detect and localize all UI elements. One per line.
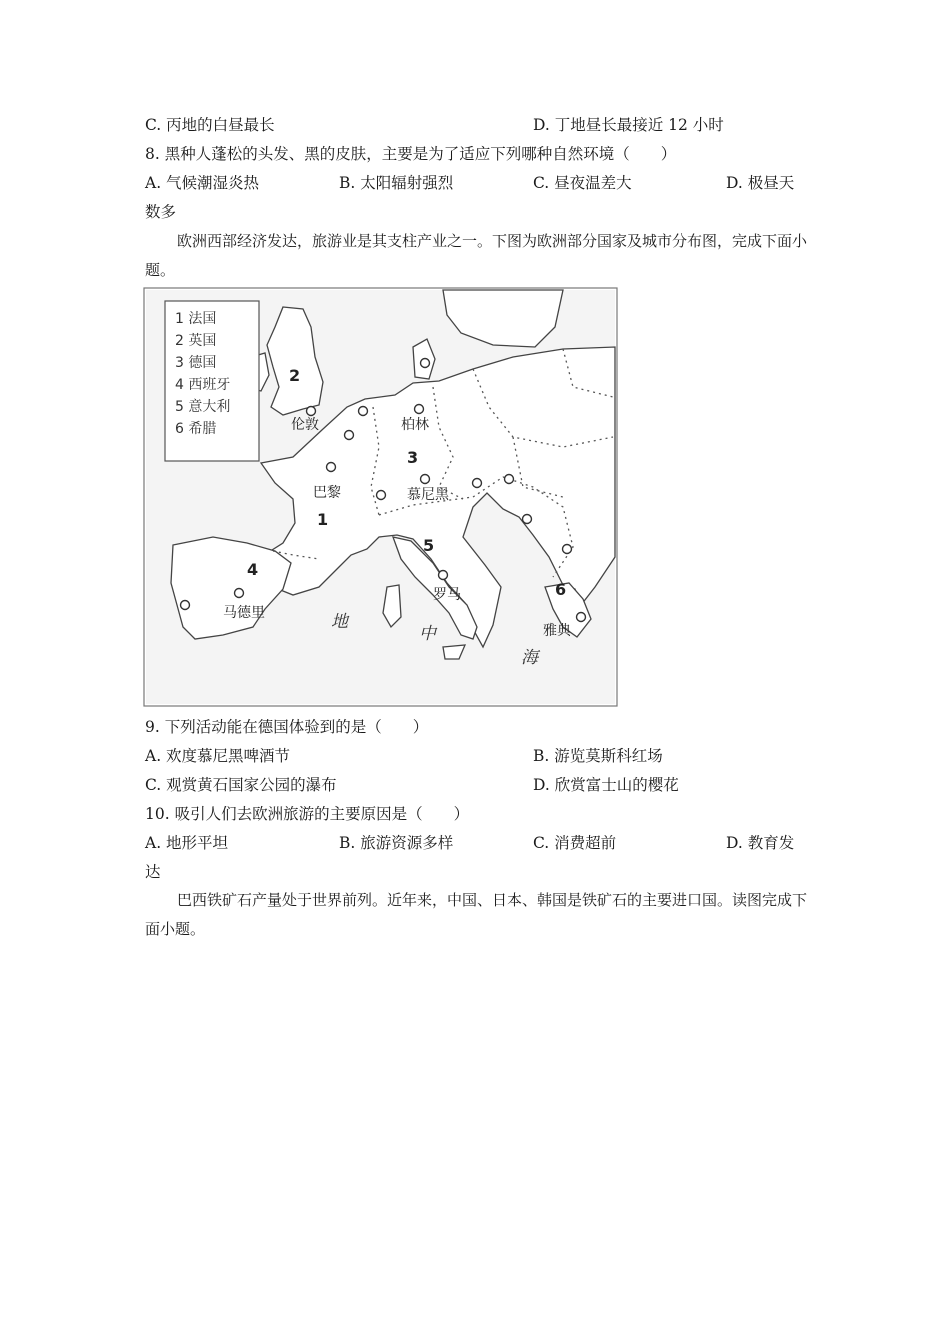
- q7-option-d: D. 丁地昼长最接近 12 小时: [533, 116, 724, 134]
- country-number-france: 1: [317, 510, 329, 529]
- country-number-greece: 6: [555, 580, 567, 599]
- city-marker-3: [473, 479, 482, 488]
- city-marker-madrid: [235, 589, 244, 598]
- city-label-madrid: 马德里: [223, 605, 265, 621]
- city-marker-9: [345, 431, 354, 440]
- q9-stem: 9. 下列活动能在德国体验到的是（ ）: [145, 718, 429, 736]
- europe-map-figure: [143, 287, 618, 707]
- country-number-germany: 3: [407, 448, 419, 467]
- q10-option-a: A. 地形平坦: [145, 834, 229, 852]
- city-marker-8: [421, 359, 430, 368]
- legend-item-1: 1 法国: [175, 311, 217, 327]
- q9-option-a: A. 欢度慕尼黑啤酒节: [145, 747, 291, 765]
- q10-stem: 10. 吸引人们去欧洲旅游的主要原因是（ ）: [145, 805, 470, 823]
- legend-item-6: 6 希腊: [175, 421, 217, 437]
- sea-label-char-3: 海: [521, 648, 538, 668]
- city-marker-paris: [327, 463, 336, 472]
- brazil-intro-paragraph: 巴西铁矿石产量处于世界前列。近年来，中国、日本、韩国是铁矿石的主要进口国。读图完成下面小题。: [145, 891, 808, 938]
- city-marker-7: [181, 601, 190, 610]
- legend-item-5: 5 意大利: [175, 399, 231, 415]
- sea-label-char-2: 中: [419, 624, 436, 644]
- q7-option-c: C. 丙地的白昼最长: [145, 116, 275, 134]
- europe-intro-paragraph: 欧洲西部经济发达，旅游业是其支柱产业之一。下图为欧洲部分国家及城市分布图，完成下面小题。: [145, 232, 808, 279]
- q8-option-d-continued: 数多: [145, 203, 177, 221]
- q10-option-d: D. 教育发: [726, 834, 795, 852]
- city-label-paris: 巴黎: [313, 485, 341, 501]
- legend-item-2: 2 英国: [175, 333, 217, 349]
- city-marker-munich: [421, 475, 430, 484]
- q10-option-d-continued: 达: [145, 863, 161, 881]
- legend-item-4: 4 西班牙: [175, 377, 231, 393]
- legend-item-3: 3 德国: [175, 355, 217, 371]
- q8-option-c: C. 昼夜温差大: [533, 174, 632, 192]
- q10-option-c: C. 消费超前: [533, 834, 617, 852]
- q8-option-d: D. 极昼天: [726, 174, 795, 192]
- sea-label-char-1: 地: [331, 612, 348, 632]
- city-label-athens: 雅典: [543, 623, 571, 639]
- city-label-berlin: 柏林: [401, 417, 429, 433]
- city-marker-6: [563, 545, 572, 554]
- q10-option-b: B. 旅游资源多样: [339, 834, 454, 852]
- city-marker-2: [377, 491, 386, 500]
- q8-stem: 8. 黑种人蓬松的头发、黑的皮肤，主要是为了适应下列哪种自然环境（ ）: [145, 145, 677, 163]
- city-marker-athens: [577, 613, 586, 622]
- city-label-london: 伦敦: [291, 417, 319, 433]
- city-label-munich: 慕尼黑: [407, 487, 449, 503]
- q9-option-c: C. 观赏黄石国家公园的瀑布: [145, 776, 337, 794]
- country-number-britain: 2: [289, 366, 301, 385]
- country-number-spain: 4: [247, 560, 259, 579]
- q9-option-d: D. 欣赏富士山的樱花: [533, 776, 679, 794]
- city-label-rome: 罗马: [433, 587, 461, 603]
- city-marker-rome: [439, 571, 448, 580]
- q8-option-a: A. 气候潮湿炎热: [145, 174, 260, 192]
- city-marker-berlin: [415, 405, 424, 414]
- q8-option-b: B. 太阳辐射强烈: [339, 174, 454, 192]
- city-marker-london: [307, 407, 316, 416]
- country-number-italy: 5: [423, 536, 435, 555]
- q9-option-b: B. 游览莫斯科红场: [533, 747, 663, 765]
- city-marker-1: [359, 407, 368, 416]
- city-marker-5: [523, 515, 532, 524]
- city-marker-4: [505, 475, 514, 484]
